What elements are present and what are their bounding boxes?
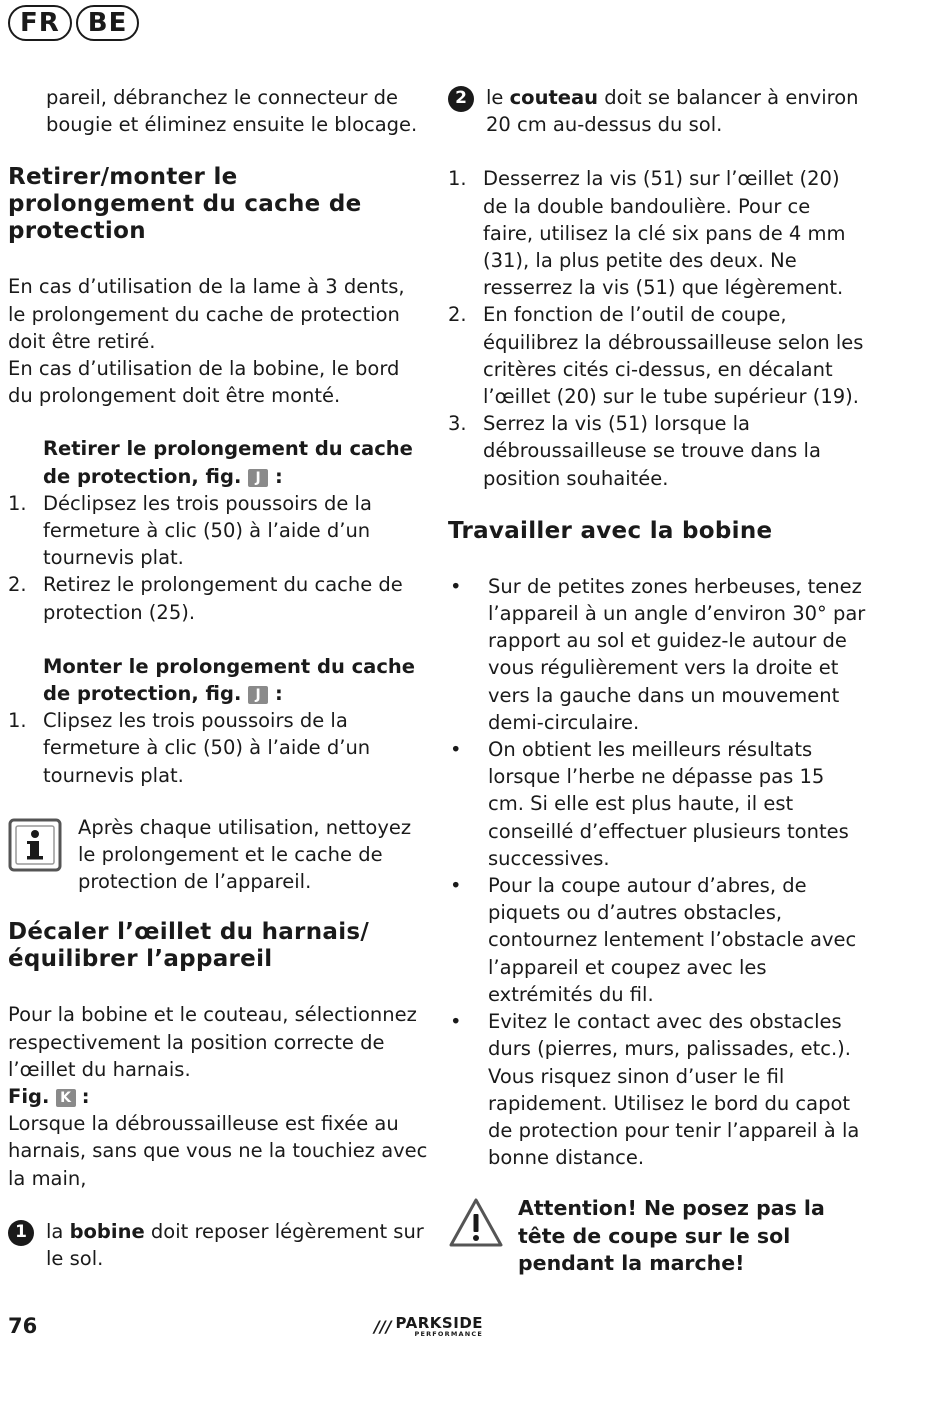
list-item xyxy=(448,736,866,872)
list-item xyxy=(448,301,866,410)
list-item xyxy=(448,1008,866,1171)
lang-badge-fr: FR xyxy=(8,5,72,41)
text-part: doit reposer légèrement sur le sol. xyxy=(46,1219,424,1271)
list-number: 1. xyxy=(8,491,27,515)
list-text: Desserrez la vis (51) sur l’œillet (20) de la double bandoulière. Pour ce faire, utilisez la clé six pans de 4 mm (31), la plus petite des deux. Ne resserrez la vis (51) que légèrement. xyxy=(483,167,846,300)
fig-reference xyxy=(8,1083,428,1110)
warning-text: Attention! Ne posez pas la tête de coupe sur le sol pendant la marche! xyxy=(518,1196,825,1275)
warning-note xyxy=(448,1197,866,1277)
logo-brand: PARKSIDE xyxy=(395,1314,484,1332)
right-column xyxy=(448,84,866,1277)
bullet-icon: • xyxy=(450,574,462,598)
number-1-icon: 1 xyxy=(8,1220,34,1246)
list-mount-steps xyxy=(8,707,428,789)
condition-spool xyxy=(8,1218,428,1272)
subheading-remove xyxy=(8,435,428,489)
bullet-icon: • xyxy=(450,874,462,898)
heading-line: prolongement du cache de xyxy=(8,191,362,218)
list-remove-steps xyxy=(8,490,428,626)
paragraph-attached: Lorsque la débroussailleuse est fixée au harnais, sans que vous ne la touchiez avec la main, xyxy=(8,1112,428,1190)
list-number: 3. xyxy=(448,412,467,436)
paragraph-spool: En cas d’utilisation de la bobine, le bord du prolongement doit être monté. xyxy=(8,357,400,408)
text-bold: couteau xyxy=(509,86,599,109)
logo-text xyxy=(396,1316,483,1338)
list-text: On obtient les meilleurs résultats lorsque l’herbe ne dépasse pas 15 cm. Si elle est plus haute, il est conseillé d’effectuer plusieurs tontes successives. xyxy=(488,738,849,870)
paragraph-harness: Pour la bobine et le couteau, sélectionnez respectivement la position correcte de l’œillet du harnais. xyxy=(8,1003,417,1081)
list-text: Serrez la vis (51) lorsque la débroussailleuse se trouve dans la position souhaitée. xyxy=(483,412,821,490)
list-number: 2. xyxy=(8,573,27,597)
section-heading-spool-work: Travailler avec la bobine xyxy=(448,517,773,544)
heading-line: Retirer/monter le xyxy=(8,164,238,191)
fig-label: Fig. xyxy=(8,1085,50,1109)
list-text: Evitez le contact avec des obstacles durs (pierres, murs, palissades, etc.). Vous risquez sinon d’user le fil rapidement. Utilisez le bord du capot de protection pour tenir l’appareil à la bonne distance. xyxy=(488,1010,860,1170)
list-text: Retirez le prolongement du cache de protection (25). xyxy=(43,573,403,624)
info-text: Après chaque utilisation, nettoyez le prolongement et le cache de protection de l’appareil. xyxy=(78,815,412,894)
list-text: Pour la coupe autour d’abres, de piquets ou d’autres obstacles, contournez lentement l’obstacle avec l’appareil et coupez avec les extrémités du fil. xyxy=(488,874,857,1006)
page-number: 76 xyxy=(8,1314,38,1338)
list-item xyxy=(8,490,428,572)
left-column xyxy=(8,84,428,1272)
warning-triangle-icon xyxy=(448,1197,504,1249)
text-bold: bobine xyxy=(69,1219,145,1243)
paragraph-blade: En cas d’utilisation de la lame à 3 dents, le prolongement du cache de protection doit être retiré. xyxy=(8,275,405,353)
subheading-text: Retirer le prolongement du cache de protection, fig. xyxy=(43,437,413,488)
text-part: la xyxy=(46,1219,70,1243)
list-text: Déclipsez les trois poussoirs de la fermeture à clic (50) à l’aide d’un tournevis plat. xyxy=(43,491,372,570)
list-item xyxy=(448,410,866,492)
section-heading-harness xyxy=(8,919,428,973)
list-number: 1. xyxy=(8,709,27,733)
colon: : xyxy=(81,1085,90,1109)
list-text: Sur de petites zones herbeuses, tenez l’appareil à un angle d’environ 30° par rapport au sol et guidez-le autour de vous régulièrement vers la droite et vers la gauche dans un mouvement demi-circulaire. xyxy=(488,574,866,734)
number-2-icon: 2 xyxy=(448,86,474,112)
list-harness-steps xyxy=(448,165,866,491)
figure-ref-badge: J xyxy=(248,469,268,487)
section-heading-remove-mount xyxy=(8,164,428,245)
list-item xyxy=(448,165,866,301)
figure-ref-badge: K xyxy=(56,1089,76,1107)
subheading-text: Monter le prolongement du cache de protection, fig. xyxy=(43,654,416,706)
logo-subbrand: PERFORMANCE xyxy=(414,1330,484,1338)
condition-knife xyxy=(448,84,866,138)
colon: : xyxy=(274,464,283,488)
condition-text xyxy=(46,1218,428,1272)
info-note xyxy=(8,816,428,896)
list-text: En fonction de l’outil de coupe, équilibrez la débroussailleuse selon les critères cités ci-dessus, en décalant l’œillet (20) sur le tube supérieur (19). xyxy=(483,303,864,409)
subheading-mount xyxy=(8,653,428,707)
list-item xyxy=(448,872,866,1008)
language-badges xyxy=(8,5,139,41)
logo-slashes: /// xyxy=(374,1317,392,1337)
heading-line: Décaler l’œillet du harnais/ xyxy=(8,919,370,946)
list-item xyxy=(448,573,866,736)
bullet-list xyxy=(448,573,866,1171)
list-number: 1. xyxy=(448,167,467,191)
text-part: le xyxy=(486,86,510,109)
list-item xyxy=(8,571,428,625)
bullet-icon: • xyxy=(450,1010,462,1034)
list-text: Clipsez les trois poussoirs de la fermeture à clic (50) à l’aide d’un tournevis plat. xyxy=(43,709,371,787)
condition-text xyxy=(486,84,866,138)
heading-line: équilibrer l’appareil xyxy=(8,946,273,973)
text-part: doit se balancer à environ 20 cm au-dessus du sol. xyxy=(486,86,859,137)
parkside-logo xyxy=(374,1316,483,1338)
list-item xyxy=(8,707,428,789)
info-icon xyxy=(8,816,64,874)
bullet-icon: • xyxy=(450,738,462,762)
intro-paragraph: pareil, débranchez le connecteur de bougie et éliminez ensuite le blocage. xyxy=(46,86,418,137)
colon: : xyxy=(274,682,283,706)
lang-badge-be: BE xyxy=(76,5,140,41)
list-number: 2. xyxy=(448,303,467,327)
figure-ref-badge: J xyxy=(248,686,268,704)
heading-line: protection xyxy=(8,218,146,245)
